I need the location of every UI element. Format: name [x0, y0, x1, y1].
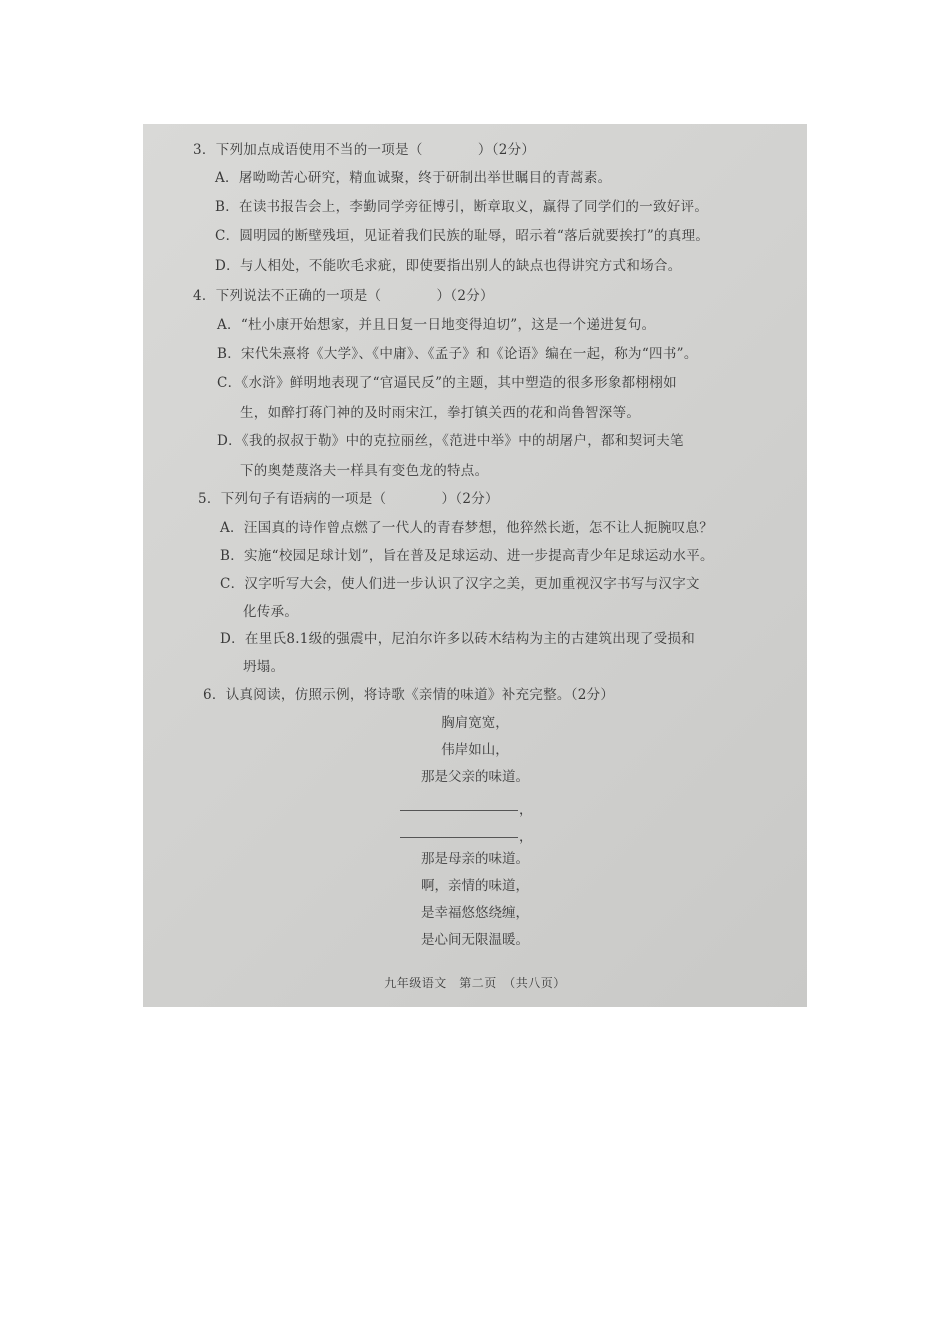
question-4-option-c-line2: 生，如醉打蒋门神的及时雨宋江，拳打镇关西的花和尚鲁智深等。 — [240, 405, 641, 421]
page-footer: 九年级语文 第二页 （共八页） — [384, 976, 566, 990]
question-4-option-d-line2: 下的奥楚蔑洛夫一样具有变色龙的特点。 — [240, 463, 489, 479]
scanned-exam-page — [143, 124, 807, 1007]
poem-answer-blank-1[interactable] — [400, 810, 518, 811]
question-5-option-c-line1: C．汉字听写大会，使人们进一步认识了汉字之美，更加重视汉字书写与汉字文 — [220, 576, 700, 592]
poem-line: 是心间无限温暖。 — [421, 932, 529, 948]
poem-line: 啊，亲情的味道， — [421, 878, 529, 894]
question-3-option-a: A．屠呦呦苦心研究，精血诚聚，终于研制出举世瞩目的青蒿素。 — [215, 170, 612, 186]
question-3-option-b: B．在读书报告会上，李勤同学旁征博引，断章取义，赢得了同学们的一致好评。 — [215, 199, 709, 215]
question-5-option-b: B．实施“校园足球计划”，旨在普及足球运动、进一步提高青少年足球运动水平。 — [220, 548, 714, 564]
question-4-stem: 4．下列说法不正确的一项是（ ）（2分） — [193, 288, 494, 304]
blank-comma: ， — [519, 829, 533, 845]
question-5-option-d-line2: 坍塌。 — [243, 659, 285, 675]
poem-line: 那是母亲的味道。 — [421, 851, 529, 867]
question-5-option-d-line1: D．在里氏8.1级的强震中，尼泊尔许多以砖木结构为主的古建筑出现了受损和 — [220, 631, 696, 647]
poem-line: 胸肩宽宽， — [441, 715, 509, 731]
question-4-option-a: A．“杜小康开始想家，并且日复一日地变得迫切”，这是一个递进复句。 — [217, 317, 656, 333]
question-5-option-a: A．汪国真的诗作曾点燃了一代人的青春梦想，他猝然长逝，怎不让人扼腕叹息？ — [220, 520, 714, 536]
poem-line: 伟岸如山， — [441, 742, 509, 758]
question-3-option-d: D．与人相处，不能吹毛求疵，即使要指出别人的缺点也得讲究方式和场合。 — [215, 258, 682, 274]
poem-answer-blank-2[interactable] — [400, 837, 518, 838]
question-3-option-c: C．圆明园的断壁残垣，见证着我们民族的耻辱，昭示着“落后就要挨打”的真理。 — [215, 228, 710, 244]
poem-line: 那是父亲的味道。 — [421, 769, 529, 785]
question-5-stem: 5．下列句子有语病的一项是（ ）（2分） — [198, 491, 499, 507]
question-4-option-b: B．宋代朱熹将《大学》、《中庸》、《孟子》和《论语》编在一起，称为“四书”。 — [217, 346, 698, 362]
question-3-stem: 3．下列加点成语使用不当的一项是（ ）（2分） — [193, 142, 536, 158]
question-4-option-c-line1: C．《水浒》鲜明地表现了“官逼民反”的主题，其中塑造的很多形象都栩栩如 — [217, 375, 677, 391]
question-6-stem: 6．认真阅读，仿照示例，将诗歌《亲情的味道》补充完整。（2分） — [203, 687, 615, 703]
blank-comma: ， — [519, 802, 533, 818]
question-5-option-c-line2: 化传承。 — [243, 604, 299, 620]
poem-line: 是幸福悠悠绕缠， — [421, 905, 529, 921]
question-4-option-d-line1: D．《我的叔叔于勒》中的克拉丽丝，《范进中举》中的胡屠户，都和契诃夫笔 — [217, 433, 684, 449]
